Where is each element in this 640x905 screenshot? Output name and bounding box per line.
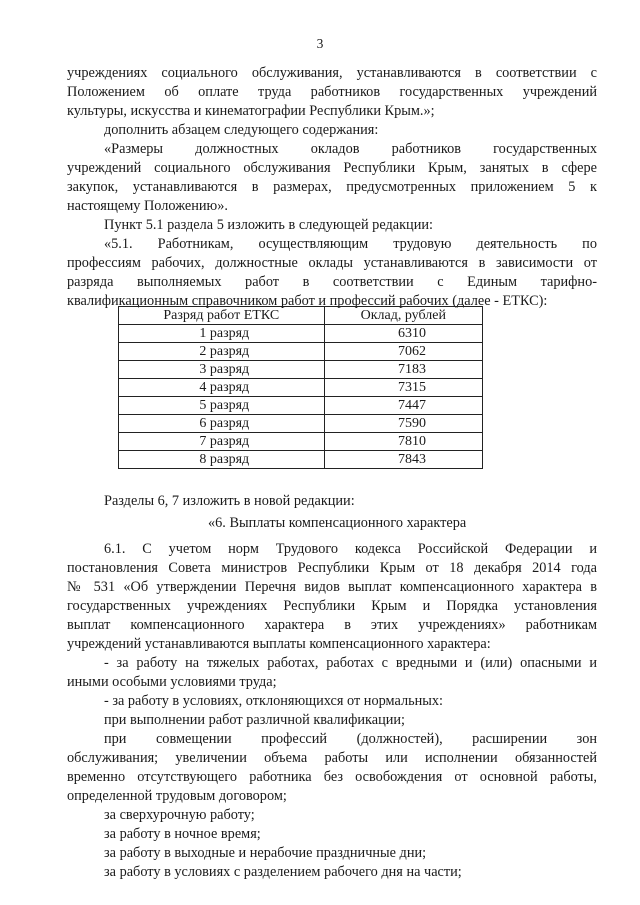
paragraph-line: № 531 «Об утверждении Перечня видов выплат компенсационного характера в [67, 579, 597, 595]
table-row [119, 397, 483, 415]
salary-cell: 6310 [324, 325, 482, 343]
table-row [119, 361, 483, 379]
clause-line: Пункт 5.1 раздела 5 изложить в следующей редакции: [104, 217, 433, 233]
salary-cell: 7843 [324, 451, 482, 469]
paragraph-line: учреждениях социального обслуживания, устанавливаются в соответствии с [67, 65, 597, 81]
salary-table [118, 306, 483, 469]
section-heading: «6. Выплаты компенсационного характера [208, 515, 467, 531]
table-row [119, 433, 483, 451]
table-row [119, 451, 483, 469]
grade-cell: 3 разряд [119, 361, 325, 379]
table-header-salary: Оклад, рублей [324, 307, 482, 325]
list-item: - за работу на тяжелых работах, работах с вредными и (или) опасными и [104, 655, 597, 671]
paragraph-line: учреждений устанавливаются выплаты компенсационного характера: [67, 636, 491, 652]
paragraph-line: «Размеры должностных окладов работников государственных [104, 141, 597, 157]
paragraph-line: квалификационным справочником работ и профессий рабочих (далее - ЕТКС): [67, 293, 548, 309]
paragraph-line: 6.1. С учетом норм Трудового кодекса Российской Федерации и [104, 541, 597, 557]
paragraph-line: учреждений социального обслуживания Республики Крым, занятых в сфере [67, 160, 597, 176]
list-item-continued: иными особыми условиями труда; [67, 674, 277, 690]
sub-item-continued: определенной трудовым договором; [67, 788, 287, 804]
paragraph-line: постановления Совета министров Республики Крым от 18 декабря 2014 года [67, 560, 597, 576]
sub-item: при выполнении работ различной квалификации; [104, 712, 406, 728]
table-row [119, 343, 483, 361]
supplement-line: дополнить абзацем следующего содержания: [104, 122, 379, 138]
grade-cell: 6 разряд [119, 415, 325, 433]
sub-item: за работу в условиях с разделением рабочего дня на части; [104, 864, 462, 880]
paragraph-line: профессиям рабочих, должностные оклады устанавливаются в зависимости от [67, 255, 597, 271]
salary-cell: 7315 [324, 379, 482, 397]
salary-cell: 7447 [324, 397, 482, 415]
sub-item: за работу в выходные и нерабочие праздничные дни; [104, 845, 427, 861]
table-header-grade: Разряд работ ЕТКС [119, 307, 325, 325]
paragraph-line: закупок, устанавливаются в размерах, предусмотренных приложением 5 к [67, 179, 597, 195]
paragraph-line: настоящему Положению». [67, 198, 228, 214]
sections-line: Разделы 6, 7 изложить в новой редакции: [104, 493, 355, 509]
grade-cell: 4 разряд [119, 379, 325, 397]
paragraph-line: «5.1. Работникам, осуществляющим трудовую деятельность по [104, 236, 597, 252]
page-number: 3 [316, 36, 324, 51]
grade-cell: 2 разряд [119, 343, 325, 361]
grade-cell: 7 разряд [119, 433, 325, 451]
sub-item-continued: обслуживания; увеличении объема работы или исполнении обязанностей [67, 750, 597, 766]
grade-cell: 8 разряд [119, 451, 325, 469]
paragraph-line: выплат компенсационного характера в этих учреждениях» работникам [67, 617, 597, 633]
salary-cell: 7810 [324, 433, 482, 451]
paragraph-line: государственных учреждениях Республики Крым и Порядка установления [67, 598, 597, 614]
table-row [119, 325, 483, 343]
sub-item: за работу в ночное время; [104, 826, 261, 842]
table-row [119, 415, 483, 433]
grade-cell: 5 разряд [119, 397, 325, 415]
table-row [119, 379, 483, 397]
paragraph-line: Положением об оплате труда работников государственных учреждений [67, 84, 597, 100]
sub-item: при совмещении профессий (должностей), расширении зон [104, 731, 597, 747]
paragraph-line: культуры, искусства и кинематографии Республики Крым.»; [67, 103, 435, 119]
salary-cell: 7590 [324, 415, 482, 433]
salary-cell: 7062 [324, 343, 482, 361]
list-item: - за работу в условиях, отклоняющихся от нормальных: [104, 693, 443, 709]
table-header-row [119, 307, 483, 325]
paragraph-line: разряда выполняемых работ в соответствии с Единым тарифно- [67, 274, 597, 290]
sub-item: за сверхурочную работу; [104, 807, 255, 823]
salary-cell: 7183 [324, 361, 482, 379]
sub-item-continued: временно отсутствующего работника без освобождения от основной работы, [67, 769, 597, 785]
grade-cell: 1 разряд [119, 325, 325, 343]
